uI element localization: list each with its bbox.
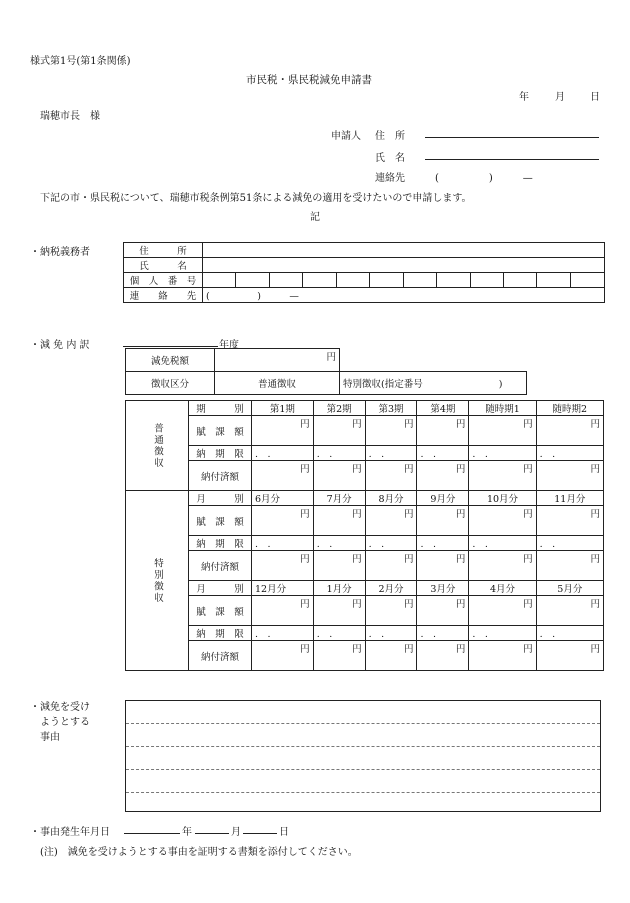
date-cell[interactable]: . . xyxy=(252,626,314,641)
date-cell[interactable]: . . xyxy=(417,626,469,641)
date-cell[interactable]: . . xyxy=(313,446,365,461)
month-cell: 2月分 xyxy=(365,581,417,596)
number-cell[interactable] xyxy=(370,273,403,288)
amount-cell[interactable]: 円 xyxy=(417,461,469,491)
amount-cell[interactable]: 円 xyxy=(417,416,469,446)
amount-cell[interactable]: 円 xyxy=(536,596,603,626)
month-cell: 5月分 xyxy=(536,581,603,596)
row-kigen-label: 納 期 限 xyxy=(189,536,252,551)
taxpayer-name-field[interactable] xyxy=(203,258,605,273)
occurrence-month-field[interactable] xyxy=(195,833,229,834)
amount-cell[interactable]: 円 xyxy=(313,551,365,581)
month-label: 月 別 xyxy=(189,581,252,596)
collection-futsu[interactable]: 普通徴収 xyxy=(215,372,340,395)
row-kigen-label: 納 期 限 xyxy=(189,626,252,641)
month-cell: 11月分 xyxy=(536,491,603,506)
amount-cell[interactable]: 円 xyxy=(365,551,417,581)
exemption-heading: ・減 免 内 訳 xyxy=(30,340,90,351)
amount-cell[interactable]: 円 xyxy=(313,506,365,536)
form-id: 様式第1号(第1条関係) xyxy=(30,56,131,67)
applicant-address-field[interactable] xyxy=(425,137,599,138)
row-nofu-label: 納付済額 xyxy=(189,551,252,581)
taxpayer-address-field[interactable] xyxy=(203,243,605,258)
amount-cell[interactable]: 円 xyxy=(536,641,603,671)
amount-cell[interactable]: 円 xyxy=(313,596,365,626)
date-cell[interactable]: . . xyxy=(365,446,417,461)
period-cell: 第4期 xyxy=(417,401,469,416)
applicant-contact-label: 連絡先 xyxy=(375,173,405,184)
intro-text: 下記の市・県民税について、瑞穂市税条例第51条による減免の適用を受けたいので申請します。 xyxy=(40,193,472,204)
taxpayer-table xyxy=(123,242,605,303)
row-nofu-label: 納付済額 xyxy=(189,461,252,491)
number-cell[interactable] xyxy=(537,273,570,288)
period-cell: 随時期1 xyxy=(469,401,536,416)
row-fuka-label: 賦 課 額 xyxy=(189,416,252,446)
date-cell[interactable]: . . xyxy=(536,626,603,641)
applicant-address-label: 住 所 xyxy=(375,131,405,142)
amount-cell[interactable]: 円 xyxy=(469,416,536,446)
occurrence-year-field[interactable] xyxy=(124,833,180,834)
futsu-group-label: 普通徴収 xyxy=(126,401,189,491)
note: (注) 減免を受けようとする事由を証明する書類を添付してください。 xyxy=(40,847,358,858)
month-cell: 10月分 xyxy=(469,491,536,506)
date-cell[interactable]: . . xyxy=(417,536,469,551)
date-cell[interactable]: . . xyxy=(365,536,417,551)
amount-cell[interactable]: 円 xyxy=(252,596,314,626)
row-nofu-label: 納付済額 xyxy=(189,641,252,671)
amount-cell[interactable]: 円 xyxy=(313,641,365,671)
amount-cell[interactable]: 円 xyxy=(536,416,603,446)
amount-cell[interactable]: 円 xyxy=(252,551,314,581)
amount-cell[interactable]: 円 xyxy=(536,551,603,581)
amount-cell[interactable]: 円 xyxy=(469,551,536,581)
period-cell: 第2期 xyxy=(313,401,365,416)
amount-cell[interactable]: 円 xyxy=(536,506,603,536)
amount-cell[interactable]: 円 xyxy=(313,416,365,446)
occurrence-year: 年 xyxy=(182,827,192,838)
amount-cell[interactable]: 円 xyxy=(252,506,314,536)
month-cell: 6月分 xyxy=(252,491,314,506)
taxpayer-heading: ・納税義務者 xyxy=(30,247,90,258)
date-cell[interactable]: . . xyxy=(313,626,365,641)
month-cell: 1月分 xyxy=(313,581,365,596)
collection-label: 徴収区分 xyxy=(126,372,215,395)
date-cell[interactable]: . . xyxy=(469,626,536,641)
month-label: 月 別 xyxy=(189,491,252,506)
date-month: 月 xyxy=(555,92,565,103)
addressee: 瑞穂市長 様 xyxy=(40,111,100,122)
period-cell: 第1期 xyxy=(252,401,314,416)
month-cell: 3月分 xyxy=(417,581,469,596)
month-cell: 4月分 xyxy=(469,581,536,596)
amount-cell[interactable]: 円 xyxy=(365,461,417,491)
amount-cell[interactable]: 円 xyxy=(252,416,314,446)
amount-cell[interactable]: 円 xyxy=(417,551,469,581)
date-cell[interactable]: . . xyxy=(365,626,417,641)
occurrence-month: 月 xyxy=(231,827,241,838)
amount-cell[interactable]: 円 xyxy=(365,641,417,671)
date-cell[interactable]: . . xyxy=(536,536,603,551)
amount-cell[interactable]: 円 xyxy=(536,461,603,491)
amount-cell[interactable]: 円 xyxy=(365,416,417,446)
month-cell: 8月分 xyxy=(365,491,417,506)
taxpayer-contact-field[interactable]: ( ) — xyxy=(203,288,605,303)
date-cell[interactable]: . . xyxy=(252,446,314,461)
ki-mark: 記 xyxy=(310,212,320,223)
fiscal-year-field[interactable] xyxy=(123,346,218,347)
number-cell[interactable] xyxy=(236,273,269,288)
number-cell[interactable] xyxy=(437,273,470,288)
collection-tokubetsu[interactable]: 特別徴収(指定番号 ) xyxy=(340,372,527,395)
exemption-amount-label: 減免税額 xyxy=(126,349,215,372)
number-cell[interactable] xyxy=(203,273,236,288)
amount-cell[interactable]: 円 xyxy=(365,596,417,626)
amount-cell[interactable]: 円 xyxy=(469,461,536,491)
number-cell[interactable] xyxy=(269,273,302,288)
amount-cell[interactable]: 円 xyxy=(469,641,536,671)
amount-cell[interactable]: 円 xyxy=(252,461,314,491)
date-cell[interactable]: . . xyxy=(417,446,469,461)
tokubetsu-group-label: 特別徴収 xyxy=(126,491,189,671)
row-fuka-label: 賦 課 額 xyxy=(189,596,252,626)
amount-cell[interactable]: 円 xyxy=(313,461,365,491)
taxpayer-address-label: 住 所 xyxy=(124,243,203,258)
applicant-label: 申請人 xyxy=(331,131,361,142)
reason-heading: ・減免を受け ようとする 事由 xyxy=(30,702,90,743)
taxpayer-number-label: 個 人 番 号 xyxy=(124,273,203,288)
taxpayer-contact-label: 連 絡 先 xyxy=(124,288,203,303)
number-cell[interactable] xyxy=(336,273,369,288)
exemption-amount-field[interactable]: 円 xyxy=(215,349,340,372)
date-cell[interactable]: . . xyxy=(252,536,314,551)
amount-cell[interactable]: 円 xyxy=(417,506,469,536)
amount-cell[interactable]: 円 xyxy=(417,596,469,626)
amount-cell[interactable]: 円 xyxy=(417,641,469,671)
month-cell: 12月分 xyxy=(252,581,314,596)
date-cell[interactable]: . . xyxy=(536,446,603,461)
amount-cell[interactable]: 円 xyxy=(469,596,536,626)
amount-cell[interactable]: 円 xyxy=(252,641,314,671)
amount-cell[interactable]: 円 xyxy=(365,506,417,536)
number-cell[interactable] xyxy=(303,273,336,288)
row-fuka-label: 賦 課 額 xyxy=(189,506,252,536)
applicant-name-field[interactable] xyxy=(425,159,599,160)
date-cell[interactable]: . . xyxy=(313,536,365,551)
occurrence-day: 日 xyxy=(279,827,289,838)
page-title: 市民税・県民税減免申請書 xyxy=(246,74,372,86)
taxpayer-name-label: 氏 名 xyxy=(124,258,203,273)
number-cell[interactable] xyxy=(503,273,536,288)
applicant-contact-field[interactable]: ( ) — xyxy=(435,173,533,184)
date-cell[interactable]: . . xyxy=(469,536,536,551)
month-cell: 9月分 xyxy=(417,491,469,506)
number-cell[interactable] xyxy=(570,273,604,288)
exemption-amount-table xyxy=(125,348,527,395)
number-cell[interactable] xyxy=(403,273,436,288)
number-cell[interactable] xyxy=(470,273,503,288)
occurrence-day-field[interactable] xyxy=(243,833,277,834)
month-cell: 7月分 xyxy=(313,491,365,506)
reason-box[interactable] xyxy=(125,700,601,812)
amount-cell[interactable]: 円 xyxy=(469,506,536,536)
period-cell: 随時期2 xyxy=(536,401,603,416)
occurrence-label: ・事由発生年月日 xyxy=(30,827,110,838)
date-cell[interactable]: . . xyxy=(469,446,536,461)
fiscal-year-suffix: 年度 xyxy=(219,340,239,351)
date-year: 年 xyxy=(519,92,529,103)
row-kigen-label: 納 期 限 xyxy=(189,446,252,461)
applicant-name-label: 氏 名 xyxy=(375,153,405,164)
period-label: 期 別 xyxy=(189,401,252,416)
exemption-detail-table xyxy=(125,400,604,671)
period-cell: 第3期 xyxy=(365,401,417,416)
date-day: 日 xyxy=(590,92,600,103)
